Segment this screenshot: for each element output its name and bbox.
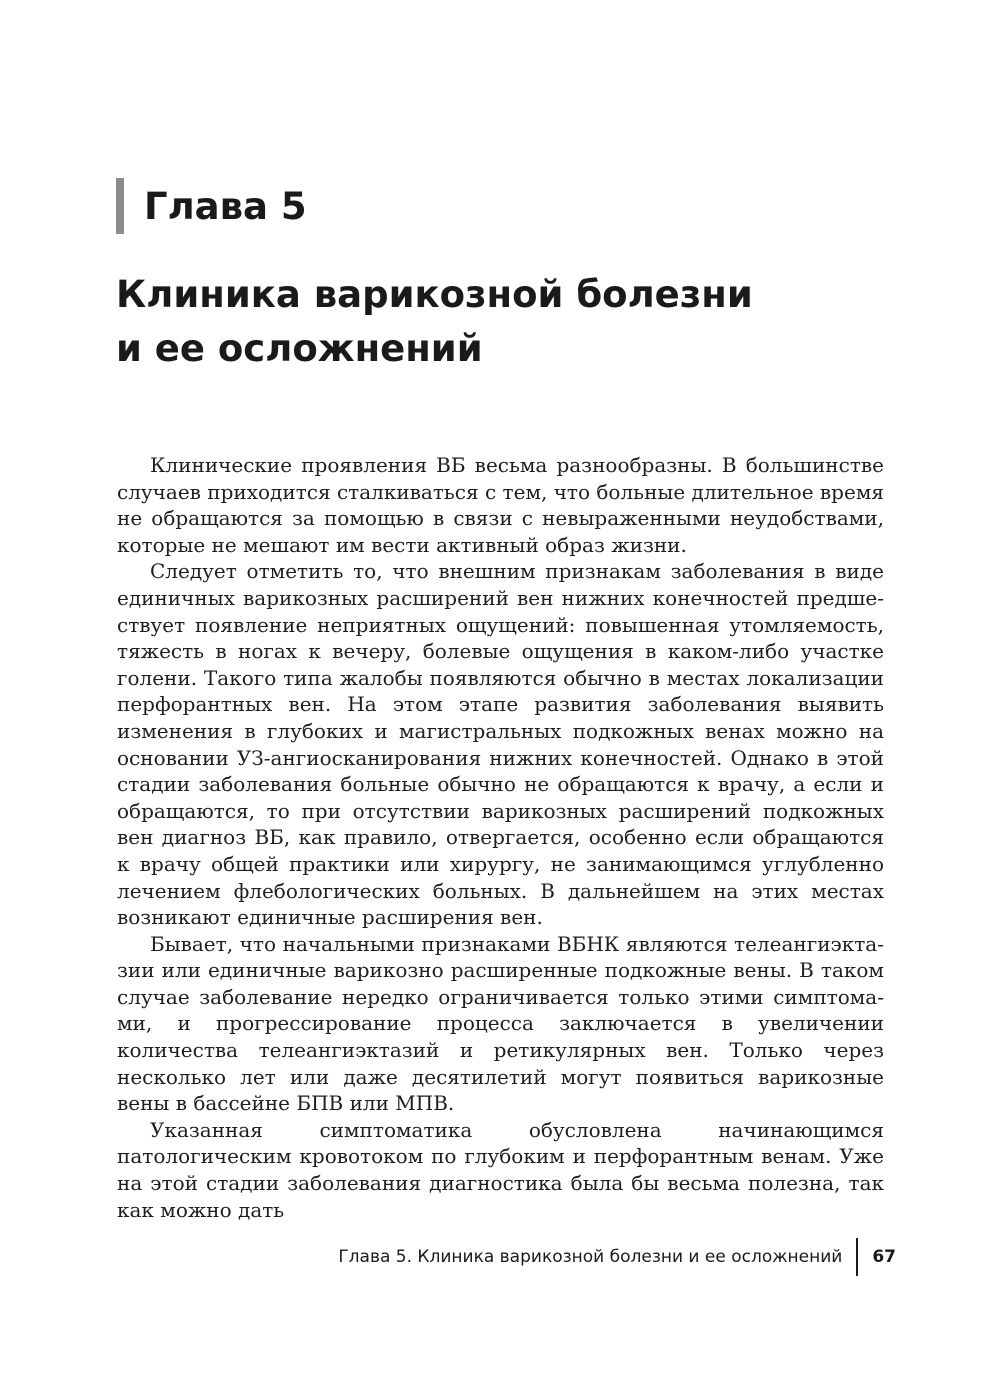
paragraph-2: Следует отметить то, что внешним признакам заболевания в виде единичных варикозных расширений вен нижних конечностей предшествует появление неприятных ощущений: повышенная утомляемость, тяжесть в ногах к вечеру, болевые ощущения в каком-либо участке голени. Такого типа жалобы появляются обычно в местах локализации перфорантных вен. На этом этапе развития заболевания выявить изменения в глубоких и магистральных подкожных венах можно на основании УЗ-ангиосканирования нижних конечностей. Однако в этой стадии заболевания больные обычно не обращаются к врачу, а если и обращаются, то при отсутствии варикозных расширений подкожных вен диагноз ВБ, как правило, отвергается, особенно если обращаются к врачу общей практики или хирургу, не занимающимся углубленно лечением флебологических больных. В дальнейшем на этих местах возникают единичные расширения вен.: [117, 559, 884, 930]
chapter-title-line-2: и ее осложнений: [116, 327, 483, 370]
body-text: [117, 452, 884, 1223]
chapter-title-line-1: Клиника варикозной болезни: [116, 273, 753, 316]
running-title: Глава 5. Клиника варикозной болезни и ее осложнений: [338, 1247, 843, 1267]
chapter-title: [116, 268, 896, 376]
chapter-marker-bar: [116, 178, 124, 234]
paragraph-3: Бывает, что начальными признаками ВБНК являются телеангиэктазии или единичные варикозно расширенные подкожные вены. В таком случае заболевание нередко ограничивается только этими симптомами, и прогрессирование процесса заключается в увеличении количества телеангиэктазий и ретикулярных вен. Только через несколько лет или даже десятилетий могут появиться варикозные вены в бассейне БПВ или МПВ.: [117, 931, 884, 1116]
page-number: 67: [872, 1247, 896, 1267]
paragraph-4: Указанная симптоматика обусловлена начинающимся патологическим кровотоком по глубоким и перфорантным венам. Уже на этой стадии заболевания диагностика была бы весьма полезна, так как можно дать: [117, 1117, 884, 1222]
paragraph-1: Клинические проявления ВБ весьма разнообразны. В большинстве случаев приходится сталкиваться с тем, что больные длительное время не обращаются за помощью в связи с невыраженными неудобствами, которые не мешают им вести активный образ жизни.: [117, 453, 884, 557]
chapter-number: Глава 5: [144, 184, 307, 228]
page-footer: [300, 1238, 896, 1276]
chapter-label: [116, 178, 307, 234]
